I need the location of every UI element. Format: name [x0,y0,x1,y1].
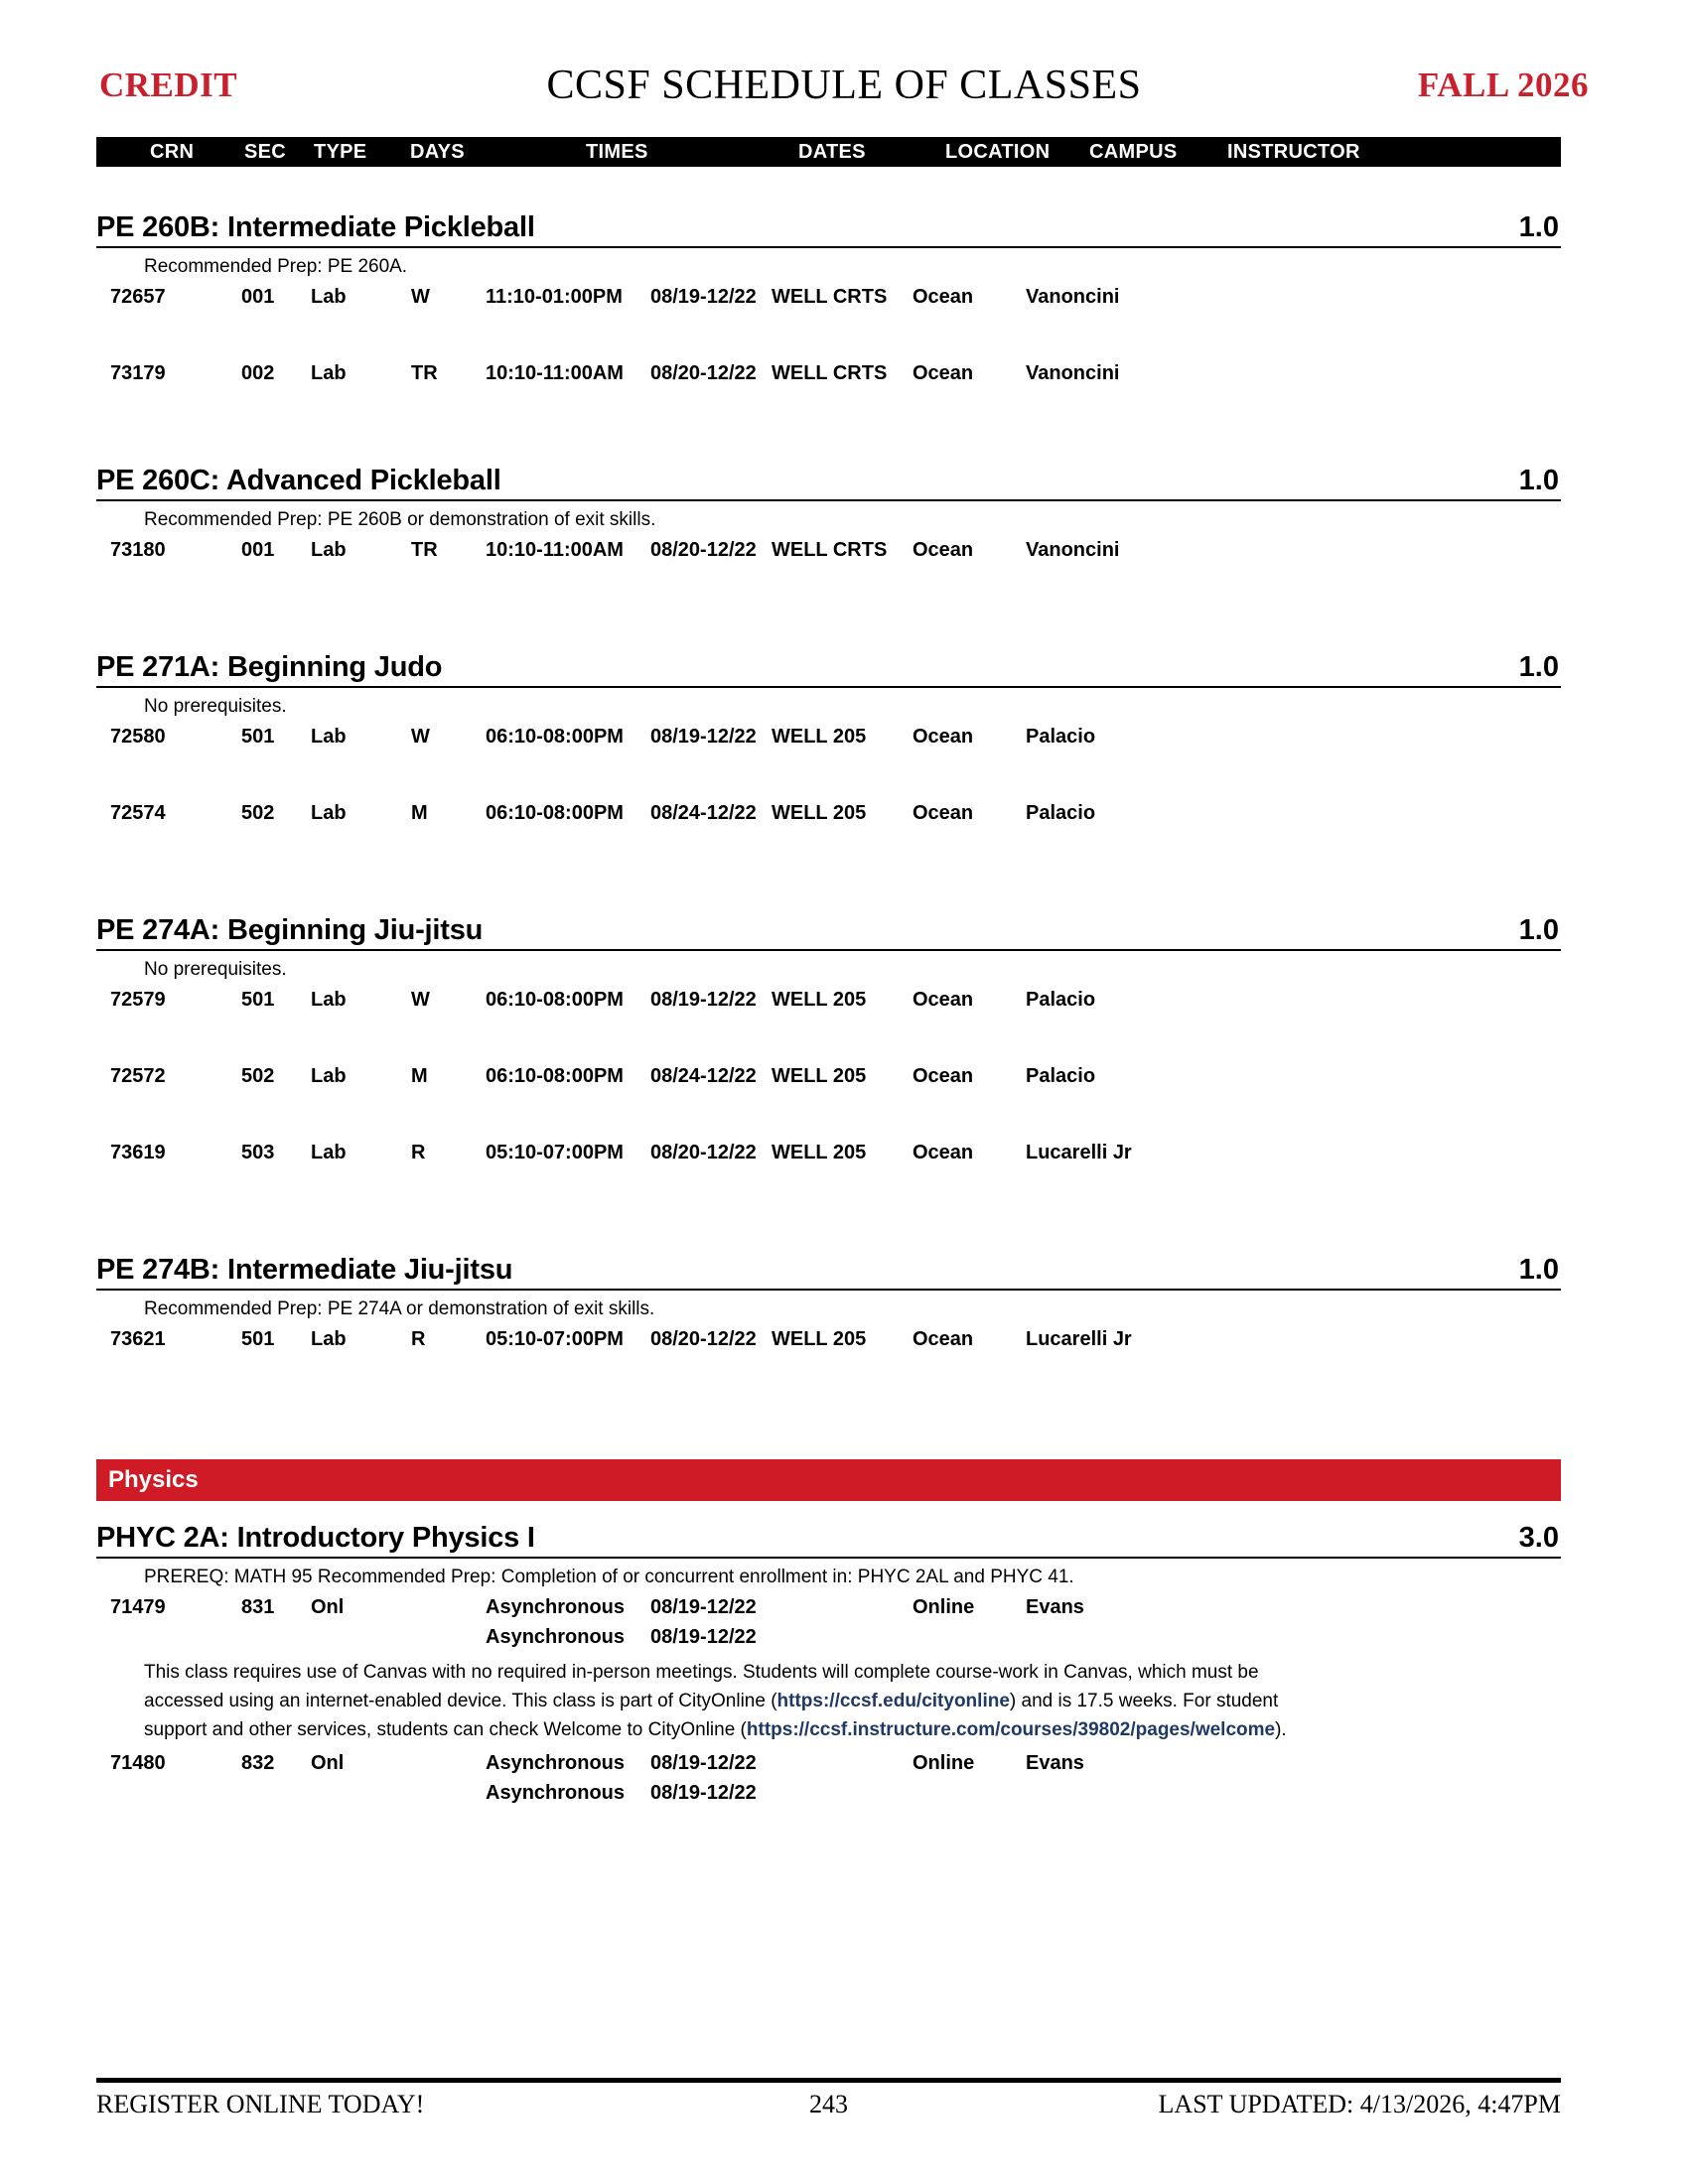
cell-type: Onl [311,1596,345,1618]
table-row[interactable] [96,1138,1561,1167]
cell-instructor: Evans [1026,1752,1084,1774]
cell-times: 06:10-08:00PM [486,1065,624,1087]
cell-location: WELL CRTS [772,539,888,561]
section-rows [96,282,1561,388]
table-row-meeting-2 [96,1778,1561,1808]
cell-days: M [411,1065,428,1087]
cell-location: WELL 205 [772,726,867,748]
cell-days: R [411,1328,426,1350]
column-header-location: LOCATION [945,141,1051,163]
cell-dates: 08/24-12/22 [650,802,757,824]
cell-times: 06:10-08:00PM [486,989,624,1011]
spacer [96,1420,1561,1459]
cell-times: 06:10-08:00PM [486,802,624,824]
cell-crn: 72572 [110,1065,166,1087]
cell-location: WELL 205 [772,1328,867,1350]
cell-crn: 72657 [110,286,166,308]
course-title[interactable]: PE 271A: Beginning Judo [96,651,443,683]
course-prereq: No prerequisites. [144,959,287,980]
cell-type: Lab [311,726,347,748]
section-rows [96,1324,1561,1354]
cell-dates: 08/19-12/22 [650,989,757,1011]
cell-times: Asynchronous [486,1752,626,1774]
cell-sec: 832 [241,1752,275,1774]
course-header [96,903,1561,951]
term-label: FALL 2026 [1417,66,1589,104]
spacer [96,893,1561,903]
course-block [96,1243,1561,1354]
course-title[interactable]: PE 274B: Intermediate Jiu-jitsu [96,1254,513,1286]
course-block [96,903,1561,1167]
cell-sec: 501 [241,726,275,748]
cell-crn: 72580 [110,726,166,748]
cell-campus: Online [913,1596,975,1618]
cell-sec: 002 [241,362,275,384]
cityonline-link[interactable]: https://ccsf.edu/cityonline [776,1691,1010,1711]
course-title[interactable]: PE 274A: Beginning Jiu-jitsu [96,914,484,946]
column-header-days: DAYS [410,141,465,163]
course-block [96,640,1561,828]
cell-location: WELL CRTS [772,362,888,384]
cell-crn: 71479 [110,1596,166,1618]
cell-days: W [411,726,430,748]
cell-campus: Ocean [913,286,974,308]
course-prereq: Recommended Prep: PE 260A. [144,256,408,277]
cell-location: WELL 205 [772,989,867,1011]
cell-times: 11:10-01:00PM [486,286,623,308]
cell-type: Onl [311,1752,345,1774]
cell-type: Lab [311,802,347,824]
cell-sec: 831 [241,1596,275,1618]
section-rows [96,1592,1561,1808]
cell-days: TR [411,539,438,561]
table-row[interactable] [96,722,1561,751]
cell-type: Lab [311,362,347,384]
cell-sec: 501 [241,989,275,1011]
table-row[interactable] [96,282,1561,312]
cell-sec: 503 [241,1142,275,1163]
cell-location: WELL 205 [772,802,867,824]
cell-sec: 501 [241,1328,275,1350]
canvas-welcome-link[interactable]: https://ccsf.instructure.com/courses/39802/pages/welcome [746,1719,1276,1740]
cell-times: 10:10-11:00AM [486,362,624,384]
discipline-name: Physics [108,1466,199,1493]
cell-times-2: Asynchronous [486,1782,626,1804]
cell-instructor: Palacio [1026,802,1096,824]
table-row[interactable] [96,1061,1561,1091]
spacer [96,828,1561,893]
column-header-sec: SEC [244,141,287,163]
course-header [96,1243,1561,1291]
cell-crn: 73621 [110,1328,166,1350]
spacer [96,179,1561,201]
cell-location: WELL CRTS [772,286,888,308]
page-title: CCSF SCHEDULE OF CLASSES [546,63,1142,108]
course-prereq: PREREQ: MATH 95 Recommended Prep: Completion of or concurrent enrollment in: PHYC 2AL and PHYC 41. [144,1567,1074,1587]
footer-last-updated: LAST UPDATED: 4/13/2026, 4:47PM [1158,2090,1561,2118]
cell-crn: 73619 [110,1142,166,1163]
cell-type: Lab [311,989,347,1011]
cell-instructor: Palacio [1026,726,1096,748]
cell-instructor: Vanoncini [1026,286,1120,308]
cell-crn: 72579 [110,989,166,1011]
cell-dates: 08/19-12/22 [650,1596,757,1618]
column-header-dates: DATES [798,141,866,163]
cell-times: Asynchronous [486,1596,626,1618]
course-block [96,454,1561,565]
cell-dates: 08/19-12/22 [650,1752,757,1774]
cell-days: M [411,802,428,824]
cell-days: W [411,989,430,1011]
column-header-type: TYPE [314,141,367,163]
note-text-3: ). [1275,1719,1287,1740]
page-footer [96,2085,1561,2124]
cell-days: W [411,286,430,308]
footer-divider [96,2078,1561,2083]
table-row[interactable] [96,535,1561,565]
column-header-bar [96,137,1561,167]
cell-dates: 08/19-12/22 [650,286,757,308]
spacer [96,565,1561,630]
cell-type: Lab [311,1328,347,1350]
cell-dates-2: 08/19-12/22 [650,1626,757,1648]
cell-instructor: Lucarelli Jr [1026,1328,1132,1350]
cell-days: R [411,1142,426,1163]
cell-times: 05:10-07:00PM [486,1142,624,1163]
course-block [96,1511,1561,1808]
course-units: 1.0 [1518,1254,1559,1286]
table-row[interactable] [96,985,1561,1015]
cell-type: Lab [311,1142,347,1163]
cell-crn: 73180 [110,539,166,561]
discipline-banner [96,1459,1561,1501]
cell-dates: 08/20-12/22 [650,1142,757,1163]
cell-dates: 08/24-12/22 [650,1065,757,1087]
cell-type: Lab [311,286,347,308]
cell-campus: Ocean [913,1328,974,1350]
cell-campus: Online [913,1752,975,1774]
note-text-2: ) and is 17.5 weeks. For student support and other services, students can check Welcome to CityOnline ( [144,1691,1279,1740]
course-units: 1.0 [1518,914,1559,946]
cell-sec: 001 [241,539,275,561]
cell-campus: Ocean [913,989,974,1011]
note-text-1: This class requires use of Canvas with no required in-person meetings. Students will complete course-work in Canvas, which must be accessed using an internet-enabled device. This class is part of CityOnline ( [144,1662,1259,1711]
cell-dates: 08/20-12/22 [650,362,757,384]
cell-campus: Ocean [913,726,974,748]
cell-type: Lab [311,539,347,561]
cell-dates: 08/19-12/22 [650,726,757,748]
cell-location: WELL 205 [772,1142,867,1163]
cell-instructor: Lucarelli Jr [1026,1142,1132,1163]
table-row[interactable] [96,798,1561,828]
cell-location: WELL 205 [772,1065,867,1087]
cell-campus: Ocean [913,362,974,384]
cell-days: TR [411,362,438,384]
cell-times: 05:10-07:00PM [486,1328,624,1350]
course-header [96,454,1561,501]
course-prereq: No prerequisites. [144,696,287,717]
column-header-campus: CAMPUS [1089,141,1178,163]
section-rows [96,535,1561,565]
section-rows [96,722,1561,828]
course-units: 1.0 [1518,211,1559,243]
course-units: 1.0 [1518,465,1559,496]
cell-instructor: Palacio [1026,989,1096,1011]
cell-instructor: Evans [1026,1596,1084,1618]
course-header [96,640,1561,688]
course-units: 3.0 [1518,1522,1559,1554]
cell-instructor: Vanoncini [1026,539,1120,561]
course-title[interactable]: PHYC 2A: Introductory Physics I [96,1522,535,1554]
cell-campus: Ocean [913,1065,974,1087]
cell-campus: Ocean [913,802,974,824]
footer-page-number: 243 [809,2090,848,2118]
cell-times: 10:10-11:00AM [486,539,624,561]
course-title[interactable]: PE 260C: Advanced Pickleball [96,465,501,496]
table-row[interactable] [96,358,1561,388]
cell-times: 06:10-08:00PM [486,726,624,748]
cell-sec: 001 [241,286,275,308]
cell-sec: 502 [241,802,275,824]
column-header-times: TIMES [586,141,648,163]
column-header-crn: CRN [150,141,195,163]
cell-crn: 73179 [110,362,166,384]
spacer [96,630,1561,640]
credit-label: CREDIT [99,66,238,104]
spacer [96,1233,1561,1243]
course-prereq: Recommended Prep: PE 260B or demonstration of exit skills. [144,509,656,530]
course-header [96,1511,1561,1559]
cell-crn: 71480 [110,1752,166,1774]
masthead [99,62,1589,109]
cell-times-2: Asynchronous [486,1626,626,1648]
spacer [96,1167,1561,1233]
column-header-instructor: INSTRUCTOR [1227,141,1360,163]
course-header [96,201,1561,248]
cell-instructor: Palacio [1026,1065,1096,1087]
cell-instructor: Vanoncini [1026,362,1120,384]
footer-register-cta[interactable]: REGISTER ONLINE TODAY! [96,2090,425,2118]
course-units: 1.0 [1518,651,1559,683]
spacer [96,1354,1561,1420]
course-listing [96,179,1561,1808]
table-row[interactable] [96,1748,1561,1778]
cell-campus: Ocean [913,539,974,561]
course-block [96,201,1561,388]
section-note [96,1652,1326,1748]
table-row[interactable] [96,1592,1561,1622]
cell-campus: Ocean [913,1142,974,1163]
course-prereq: Recommended Prep: PE 274A or demonstration of exit skills. [144,1298,655,1319]
cell-dates: 08/20-12/22 [650,539,757,561]
cell-type: Lab [311,1065,347,1087]
spacer [96,1501,1561,1511]
table-row[interactable] [96,1324,1561,1354]
cell-dates: 08/20-12/22 [650,1328,757,1350]
spacer [96,388,1561,454]
cell-crn: 72574 [110,802,166,824]
table-row-meeting-2 [96,1622,1561,1652]
cell-sec: 502 [241,1065,275,1087]
course-title[interactable]: PE 260B: Intermediate Pickleball [96,211,535,243]
section-rows [96,985,1561,1167]
cell-dates-2: 08/19-12/22 [650,1782,757,1804]
